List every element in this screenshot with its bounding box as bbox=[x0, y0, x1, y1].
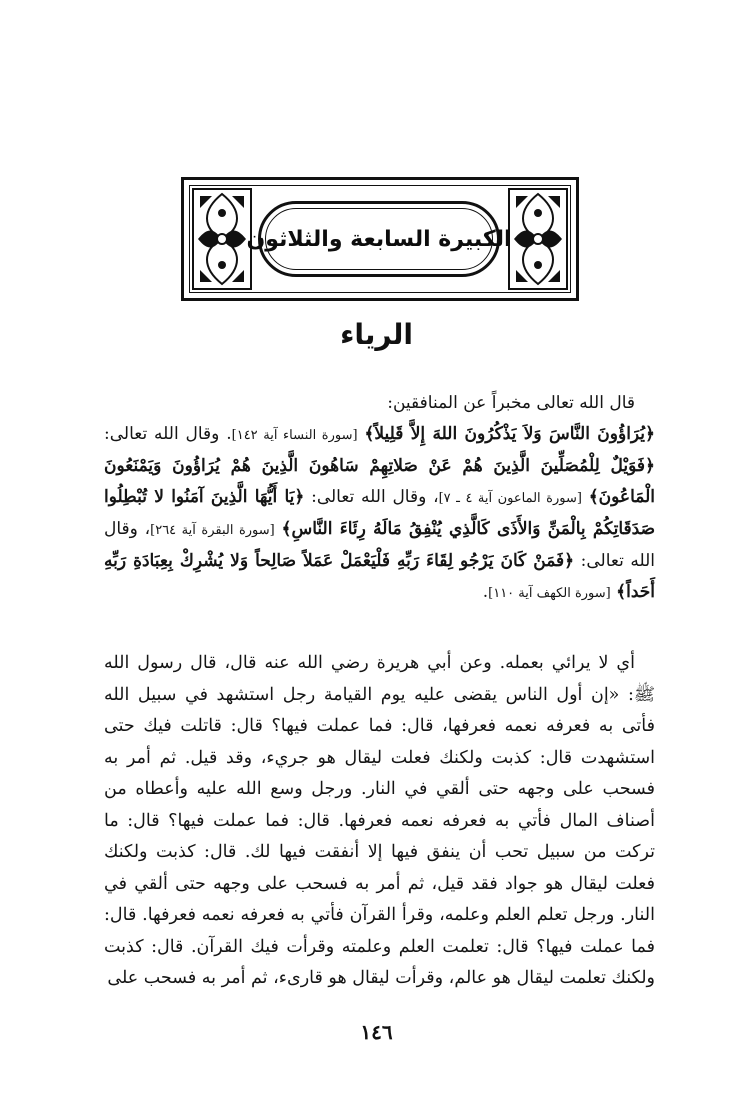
quran-verse: ﴿فَمَنْ كَانَ يَرْجُو لِقَاءَ رَبِّهِ فَلْيَعْمَلْ عَمَلاً صَالِحاً وَلا يُشْرِكْ بِعِبَادَةِ رَبِّهِ أَحَداً﴾ bbox=[104, 551, 655, 602]
connector-text: . وقال الله تعالى: bbox=[104, 424, 232, 444]
verse-reference: [سورة الماعون آية ٤ ـ ٧] bbox=[438, 491, 582, 506]
verse-reference: [سورة البقرة آية ٢٦٤] bbox=[150, 523, 275, 538]
intro-block bbox=[104, 388, 655, 609]
connector-text: ، وقال الله تعالى: bbox=[311, 487, 439, 507]
quran-verse: ﴿يَا أَيُّهَا الَّذِينَ آمَنُوا لا تُبْطِلُوا صَدَقَاتِكُمْ بِالْمَنِّ وَالأَذَى كَالَّذِي يُنْفِقُ مَالَهُ رِئَاءَ النَّاسِ﴾ bbox=[104, 487, 656, 539]
hadith-paragraph: أي لا يرائي بعمله. وعن أبي هريرة رضي الله عنه قال، قال رسول الله ﷺ: «إن أول الناس يقضى عليه يوم القيامة رجل استشهد في سبيل الله فأتى به فعرفه نعمه فعرفها، قال: فما عملت فيها؟ قال: قاتلت فيك حتى استشهدت قال: كذبت ولكنك فعلت ليقال هو جريء، وقد قيل. ثم أمر به فسحب على وجهه حتى ألقي في النار. ورجل وسع الله عليه وأعطاه من أصناف المال فأتي به فعرفه نعمه فعرفها. قال: فما عملت فيها؟ قال: ما تركت من سبيل تحب أن ينفق فيها إلا أنفقت فيها لك. قال: كذبت ولكنك فعلت ليقال هو جواد فقد قيل، ثم أمر به فسحب على وجهه حتى ألقي في النار. ورجل تعلم العلم وعلمه، وقرأ القرآن فأتي به فعرفه نعمه فعرفها. قال: فما عملت فيها؟ قال: تعلمت العلم وعلمته وقرأت فيك القرآن. قال: كذبت ولكنك تعلمت ليقال هو عالم، وقرأت ليقال هو قارىء، ثم أمر به فسحب على bbox=[104, 653, 655, 988]
quran-verse: ﴿يُرَاؤُونَ النَّاسَ وَلاَ يَذْكُرُونَ اللهَ إِلاَّ قَلِيلاً﴾ bbox=[364, 424, 655, 444]
heading-cartouche bbox=[246, 201, 512, 277]
page-number: ١٤٦ bbox=[360, 1020, 393, 1044]
arabesque-ornament-icon bbox=[508, 188, 568, 290]
verses-paragraph bbox=[104, 419, 655, 609]
chapter-heading-frame bbox=[181, 177, 579, 301]
arabesque-ornament-icon bbox=[192, 188, 252, 290]
intro-lead: قال الله تعالى مخبراً عن المنافقين: bbox=[387, 393, 635, 413]
end-punctuation: . bbox=[482, 582, 489, 602]
hadith-block bbox=[104, 648, 655, 995]
verse-reference: [سورة النساء آية ١٤٢] bbox=[231, 428, 358, 443]
chapter-heading: الكبيرة السابعة والثلاثون bbox=[246, 226, 512, 252]
quran-verse: ﴿فَوَيْلٌ لِلْمُصَلِّينَ الَّذِينَ هُمْ عَنْ صَلاتِهِمْ سَاهُونَ الَّذِينَ هُمْ يُرَاؤُونَ وَيَمْنَعُونَ الْمَاعُونَ﴾ bbox=[104, 456, 655, 507]
connector-text: ، وقال الله تعالى: bbox=[104, 519, 655, 571]
section-title: الرياء bbox=[340, 318, 413, 351]
verse-reference: [سورة الكهف آية ١١٠] bbox=[488, 586, 611, 601]
